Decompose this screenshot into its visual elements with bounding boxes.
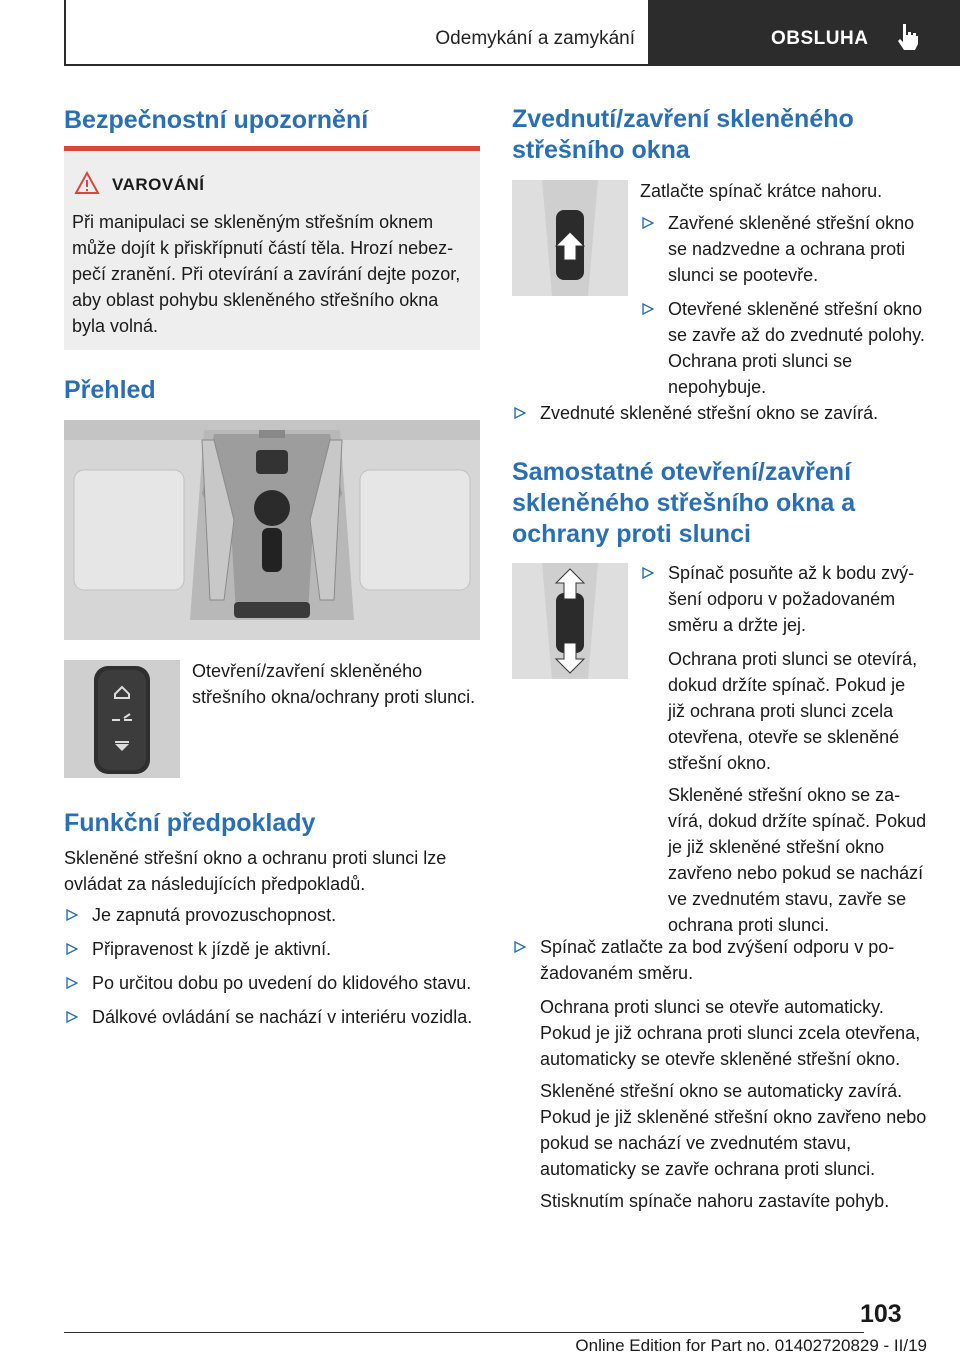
header-left-rule <box>64 0 66 66</box>
warning-box <box>64 146 480 350</box>
warning-text: Při manipulaci se skleněným střešním oknem může dojít k přiskřípnutí částí těla. Hrozí nebezpečí zranění. Při otevírání a zavírání dejte pozor, aby oblast pohybu skleněného střešního okna byla volná. <box>72 212 461 336</box>
separate-item-1-para-1: Ochrana proti slunci se otevírá, dokud držíte spínač. Pokud je již ochrana proti slunci zcela otevřena, otevře se skleněné střešní okno. <box>668 649 918 773</box>
switch-push-up-photo <box>512 180 628 296</box>
separate-item-2-para-1: Ochrana proti slunci se otevře automaticky. Pokud je již ochrana proti slunci zcela otevřena, automaticky se otevře skleněné střešní okno. <box>540 997 921 1069</box>
bullet-triangle-icon <box>642 567 654 579</box>
separate-heading: Samostatné otevření/zavření skleněného střešního okna a ochrany proti slunci <box>512 458 856 548</box>
separate-item-2-para-2: Skleněné střešní okno se automaticky zavírá. Pokud je již skleněné střešní okno zavřeno nebo pokud se nachází ve zvednutém stavu, automaticky se zavře ochrana proti slunci. <box>540 1081 927 1179</box>
separate-item-2 <box>512 934 927 1214</box>
separate-list-2 <box>512 934 927 986</box>
list-item: Zavřené skleněné střešní okno se nadzvedne a ochrana proti slunci se pootevře. <box>640 210 927 288</box>
bullet-triangle-icon <box>66 1011 78 1023</box>
list-item: Otevřené skleněné střešní okno se zavře až do zvednuté polohy. Ochrana proti slunci se nepohybuje. <box>640 296 927 400</box>
bullet-triangle-icon <box>514 941 526 953</box>
list-item: Zvednuté skleněné střešní okno se zavírá. <box>512 400 927 426</box>
safety-heading: Bezpečnostní upozornění <box>64 106 369 134</box>
list-item: Spínač posuňte až k bodu zvýšení odporu v požadovaném směru a držte jej. <box>640 560 927 638</box>
separate-list-1 <box>640 560 927 638</box>
prerequisites-heading: Funkční předpoklady <box>64 809 316 837</box>
header-category-tab <box>648 0 960 66</box>
prerequisites-intro: Skleněné střešní okno a ochranu proti slunci lze ovládat za následujících předpokladů. <box>64 848 447 894</box>
footer-edition: Online Edition for Part no. 01402720829 - II/19 <box>575 1336 927 1355</box>
list-item: Spínač zatlačte za bod zvýšení odporu v požadovaném směru. <box>512 934 927 986</box>
overhead-console-illustration <box>64 420 480 640</box>
page-number: 103 <box>860 1300 902 1328</box>
switch-closeup-illustration <box>64 660 180 778</box>
raise-intro: Zatlačte spínač krátce nahoru. <box>640 181 883 201</box>
header-section-title: Odemykání a zamykání <box>435 28 635 49</box>
separate-item-2-para-3: Stisknutím spínače nahoru zastavíte pohyb. <box>540 1191 890 1211</box>
bullet-triangle-icon <box>66 943 78 955</box>
switch-push-up-illustration <box>512 180 628 296</box>
separate-item-1 <box>640 560 927 938</box>
raise-heading: Zvednutí/zavření skleněného střešního okna <box>512 105 854 164</box>
overview-heading: Přehled <box>64 376 156 404</box>
list-item: Po určitou dobu po uvedení do klidového stavu. <box>64 970 480 996</box>
bullet-triangle-icon <box>66 909 78 921</box>
overhead-console-photo <box>64 420 480 640</box>
warning-title: VAROVÁNÍ <box>112 175 205 194</box>
switch-closeup-photo <box>64 660 180 778</box>
pointing-hand-icon <box>893 22 921 52</box>
footer-rule <box>64 1332 864 1333</box>
bullet-triangle-icon <box>514 407 526 419</box>
overview-caption: Otevření/zavření skleněného střešního okna/ochrany proti slunci. <box>192 661 476 707</box>
prerequisites-list <box>64 902 480 1038</box>
raise-list-full <box>512 400 927 434</box>
bullet-triangle-icon <box>642 303 654 315</box>
separate-item-1-para-2: Skleněné střešní okno se zavírá, dokud držíte spínač. Pokud je již skleněné střešní okno zavřeno nebo pokud se nachází ve zvednutém stavu, zavře se ochrana proti slunci. <box>668 785 927 935</box>
switch-slide-photo <box>512 563 628 679</box>
list-item: Připravenost k jízdě je aktivní. <box>64 936 480 962</box>
list-item: Je zapnutá provozuschopnost. <box>64 902 480 928</box>
switch-slide-illustration <box>512 563 628 679</box>
header-category-label: OBSLUHA <box>771 28 869 49</box>
list-item: Dálkové ovládání se nachází v interiéru vozidla. <box>64 1004 480 1030</box>
bullet-triangle-icon <box>642 217 654 229</box>
warning-triangle-icon <box>74 171 100 195</box>
raise-list <box>640 210 927 408</box>
bullet-triangle-icon <box>66 977 78 989</box>
